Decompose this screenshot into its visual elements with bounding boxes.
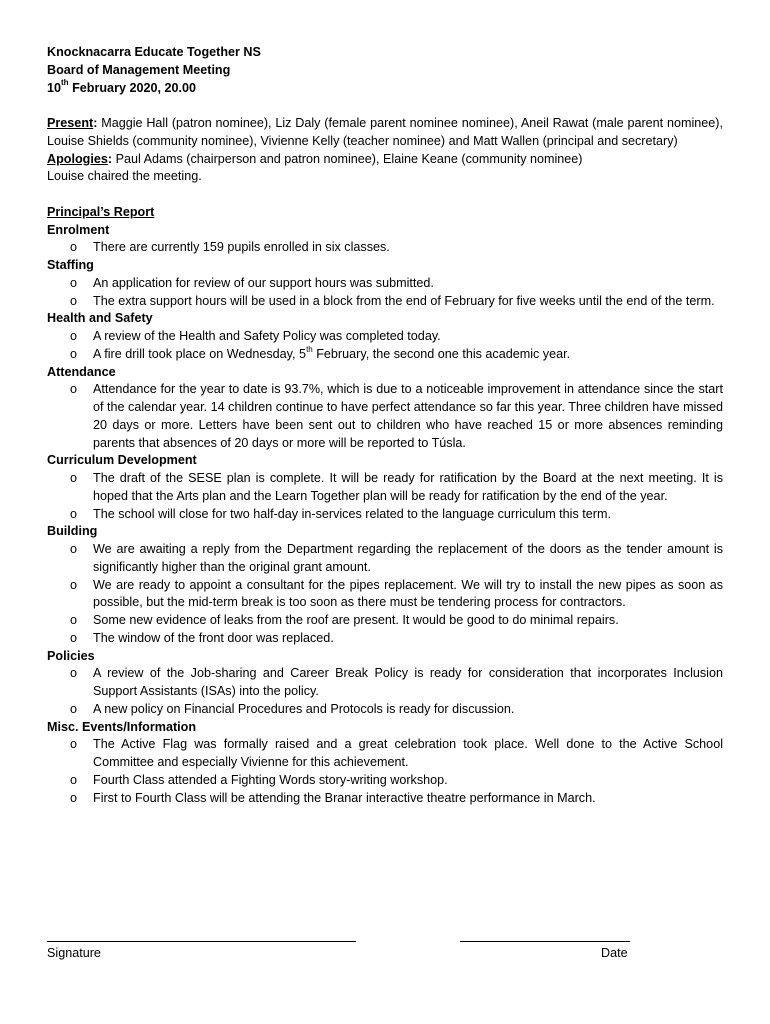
bullet-marker: o xyxy=(70,630,78,645)
list-item-text: An application for review of our support hours was submitted. xyxy=(93,275,434,290)
bullet-marker: o xyxy=(70,737,78,752)
list-item xyxy=(47,612,723,630)
list-item-text: Fourth Class attended a Fighting Words story-writing workshop. xyxy=(93,772,448,787)
list-item xyxy=(47,328,723,346)
date-rest: February 2020, 20.00 xyxy=(68,80,196,95)
list-item-text: A review of the Health and Safety Policy was completed today. xyxy=(93,329,441,343)
bullet-marker: o xyxy=(70,382,78,397)
list-item-text: The extra support hours will be used in a block from the end of February for five weeks until the end of the term. xyxy=(93,293,715,308)
list-item-text: A review of the Job-sharing and Career Break Policy is ready for consideration that incorporates Inclusion Support Assistants (ISAs) into the policy. xyxy=(93,666,723,698)
list-item-text: The draft of the SESE plan is complete. It will be ready for ratification by the Board at the next meeting. It is hoped that the Arts plan and the Learn Together plan will be ready for ratification by the end of the year. xyxy=(93,471,723,503)
list-item-text: The school will close for two half-day in-services related to the language curriculum this term. xyxy=(93,506,611,521)
fire-drill-text-end: February, the second one this academic year. xyxy=(312,346,571,361)
list-item-text: We are awaiting a reply from the Department regarding the replacement of the doors as the tender amount is significantly higher than the original grant amount. xyxy=(93,542,723,574)
meeting-title: Board of Management Meeting xyxy=(47,62,231,77)
bullet-marker: o xyxy=(70,701,78,716)
bullet-marker: o xyxy=(70,772,78,787)
section-heading-attendance: Attendance xyxy=(47,364,116,379)
list-item-text: There are currently 159 pupils enrolled in six classes. xyxy=(93,240,390,255)
bullet-marker: o xyxy=(70,577,78,592)
list-item xyxy=(47,275,723,293)
list-item xyxy=(47,541,723,577)
apologies-paragraph xyxy=(47,151,723,169)
list-item xyxy=(47,630,723,648)
date-day: 10 xyxy=(47,80,62,95)
present-label: Present xyxy=(47,116,94,130)
present-colon: : xyxy=(93,116,98,130)
list-item xyxy=(47,506,723,524)
list-item xyxy=(47,381,723,452)
section-heading-curriculum: Curriculum Development xyxy=(47,453,197,468)
signature-label: Signature xyxy=(47,946,101,960)
list-item xyxy=(47,701,723,719)
bullet-marker: o xyxy=(70,542,78,556)
list-item xyxy=(47,790,723,808)
bullet-marker: o xyxy=(70,790,78,805)
section-heading-building: Building xyxy=(47,524,98,539)
apologies-label: Apologies xyxy=(47,151,108,166)
report-title: Principal’s Report xyxy=(47,204,155,219)
bullet-marker: o xyxy=(70,506,78,521)
bullet-marker: o xyxy=(70,293,78,308)
list-item xyxy=(47,346,723,364)
section-heading-policies: Policies xyxy=(47,648,95,663)
list-item xyxy=(47,239,723,257)
list-item-text: First to Fourth Class will be attending the Branar interactive theatre performance in March. xyxy=(93,790,596,805)
list-item-text: The window of the front door was replaced. xyxy=(93,630,334,645)
signature-block xyxy=(47,930,723,970)
section-heading-enrolment: Enrolment xyxy=(47,222,110,237)
signature-line xyxy=(47,941,356,942)
bullet-marker: o xyxy=(70,329,78,343)
list-item xyxy=(47,577,723,613)
list-item xyxy=(47,772,723,790)
bullet-marker: o xyxy=(70,666,78,681)
meeting-date xyxy=(47,80,723,98)
bullet-marker: o xyxy=(70,613,78,627)
fire-drill-date-suffix: th xyxy=(306,344,313,354)
list-item-text: The Active Flag was formally raised and a great celebration took place. Well done to the Active School Committee and especially Vivienne for this achievement. xyxy=(93,737,723,769)
bullet-marker: o xyxy=(70,275,78,290)
list-item xyxy=(47,293,723,311)
list-item-text: We are ready to appoint a consultant for the pipes replacement. We will try to install the new pipes as soon as possible, but the mid-term break is too soon as there must be tendering process for contractors. xyxy=(93,577,723,610)
list-item-text: Attendance for the year to date is 93.7%, which is due to a noticeable improvement in attendance since the start of the calendar year. 14 children continue to have perfect attendance so far this year. Three children have missed 20 days or more. Letters have been sent out to children who have reached 15 or more absences reminding parents that absences of 20 days or more will be reported to Túsla. xyxy=(93,382,723,450)
present-text: Maggie Hall (patron nominee), Liz Daly (female parent nominee nominee), Aneil Rawat (male parent nominee), Louise Shields (community nominee), Vivienne Kelly (teacher nominee) and Matt Wallen (principal and secretary) xyxy=(47,116,723,148)
date-label: Date xyxy=(601,946,628,960)
section-heading-health-safety: Health and Safety xyxy=(47,311,153,326)
spacer xyxy=(47,186,723,204)
apologies-colon: : xyxy=(107,151,113,166)
date-line xyxy=(460,941,630,942)
school-name: Knocknacarra Educate Together NS xyxy=(47,45,261,59)
document-page xyxy=(47,44,723,807)
bullet-marker: o xyxy=(70,346,78,361)
section-heading-staffing: Staffing xyxy=(47,258,94,272)
spacer xyxy=(47,97,723,115)
apologies-text: Paul Adams (chairperson and patron nominee), Elaine Keane (community nominee) xyxy=(112,151,583,166)
date-suffix: th xyxy=(61,78,69,88)
present-paragraph xyxy=(47,115,723,151)
bullet-marker: o xyxy=(70,240,78,255)
list-item xyxy=(47,736,723,772)
bullet-marker: o xyxy=(70,471,78,485)
chaired-line: Louise chaired the meeting. xyxy=(47,169,202,184)
fire-drill-text-start: A fire drill took place on Wednesday, 5 xyxy=(93,346,307,361)
list-item xyxy=(47,665,723,701)
section-heading-misc: Misc. Events/Information xyxy=(47,719,197,734)
list-item-text: A new policy on Financial Procedures and Protocols is ready for discussion. xyxy=(93,701,515,716)
list-item-text: Some new evidence of leaks from the roof are present. It would be good to do minimal repairs. xyxy=(93,613,619,627)
list-item xyxy=(47,470,723,506)
